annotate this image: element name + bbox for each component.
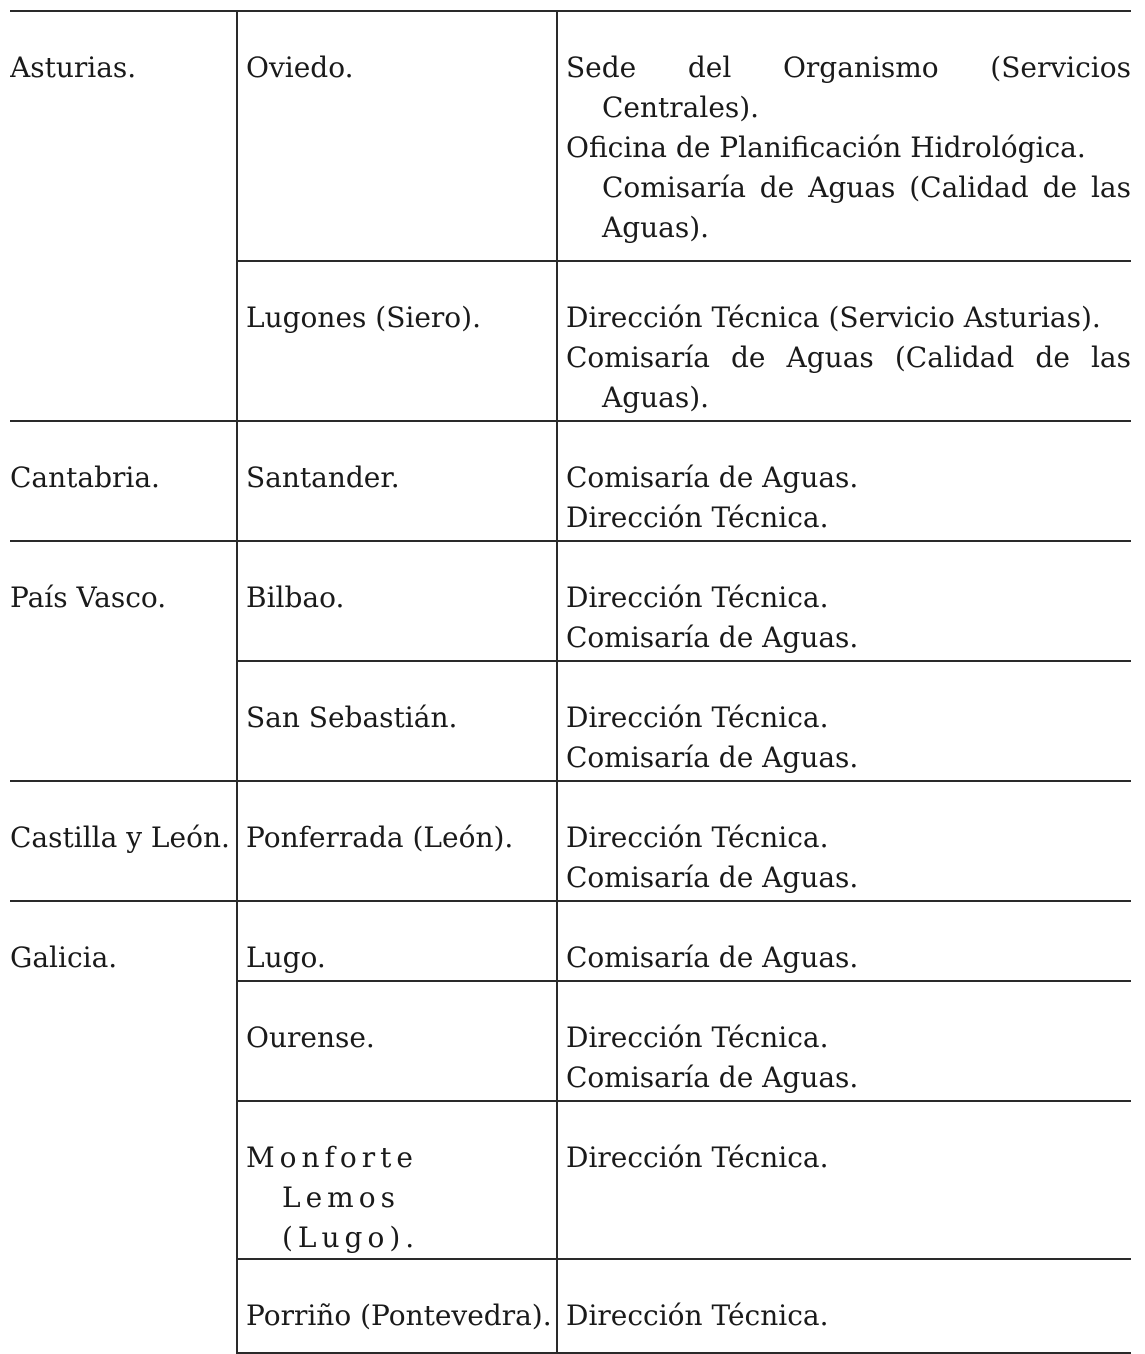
region-name: País Vasco. <box>10 581 167 614</box>
city-cell <box>237 11 557 261</box>
city-cell <box>237 781 557 901</box>
offices-cell <box>557 981 1131 1101</box>
office-item: Dirección Técnica. <box>566 701 829 734</box>
city-name: Santander. <box>246 461 400 494</box>
office-item: Comisaría de Aguas. <box>566 941 859 974</box>
city-cell <box>237 981 557 1101</box>
table-row <box>10 781 1131 901</box>
table-row <box>10 11 1131 261</box>
region-name: Asturias. <box>10 51 137 84</box>
offices-cell <box>557 421 1131 541</box>
city-cell <box>237 541 557 661</box>
office-item: Oficina de Planificación Hidrológica. <box>566 131 1086 164</box>
office-item: Dirección Técnica. <box>566 821 829 854</box>
office-item: Comisaría de Aguas. <box>566 621 859 654</box>
city-name: Porriño (Pontevedra). <box>246 1299 552 1332</box>
city-cell <box>237 1259 557 1353</box>
region-cell <box>10 11 237 421</box>
office-item: Comisaría de Aguas. <box>566 1061 859 1094</box>
city-name: Lugones (Siero). <box>246 301 481 334</box>
city-name: Monforte Lemos (Lugo). <box>246 1141 420 1254</box>
office-item: Dirección Técnica. <box>566 1299 829 1332</box>
city-name: Oviedo. <box>246 51 354 84</box>
city-name: Ourense. <box>246 1021 375 1054</box>
offices-table <box>10 10 1131 1354</box>
office-item: Dirección Técnica. <box>566 1021 829 1054</box>
city-cell <box>237 901 557 981</box>
table-row <box>10 541 1131 661</box>
offices-cell <box>557 11 1131 261</box>
office-item: Dirección Técnica. <box>566 501 829 534</box>
offices-cell <box>557 541 1131 661</box>
city-cell <box>237 1101 557 1259</box>
city-name: Bilbao. <box>246 581 345 614</box>
offices-cell <box>557 261 1131 421</box>
office-item: Dirección Técnica. <box>566 1141 829 1174</box>
office-item: Dirección Técnica. <box>566 581 829 614</box>
city-name: Ponferrada (León). <box>246 821 514 854</box>
region-name: Galicia. <box>10 941 118 974</box>
table-row <box>10 901 1131 981</box>
office-item: Comisaría de Aguas. <box>566 741 859 774</box>
office-item: Dirección Técnica (Servicio Asturias). <box>566 301 1101 334</box>
offices-cell <box>557 1101 1131 1259</box>
office-item: Comisaría de Aguas (Calidad de las Aguas). <box>566 341 1131 414</box>
city-name: San Sebastián. <box>246 701 458 734</box>
office-item: Comisaría de Aguas (Calidad de las Aguas). <box>602 171 1131 244</box>
city-name: Lugo. <box>246 941 326 974</box>
city-cell <box>237 661 557 781</box>
city-cell <box>237 421 557 541</box>
region-cell <box>10 781 237 901</box>
office-item: Sede del Organismo (Servicios Centrales). <box>566 51 1131 124</box>
region-name: Castilla y León. <box>10 821 230 854</box>
offices-cell <box>557 661 1131 781</box>
offices-cell <box>557 1259 1131 1353</box>
region-name: Cantabria. <box>10 461 160 494</box>
office-item: Comisaría de Aguas. <box>566 461 859 494</box>
city-cell <box>237 261 557 421</box>
table-row <box>10 421 1131 541</box>
offices-cell <box>557 901 1131 981</box>
region-cell <box>10 901 237 1353</box>
offices-cell <box>557 781 1131 901</box>
office-item: Comisaría de Aguas. <box>566 861 859 894</box>
region-cell <box>10 421 237 541</box>
region-cell <box>10 541 237 781</box>
